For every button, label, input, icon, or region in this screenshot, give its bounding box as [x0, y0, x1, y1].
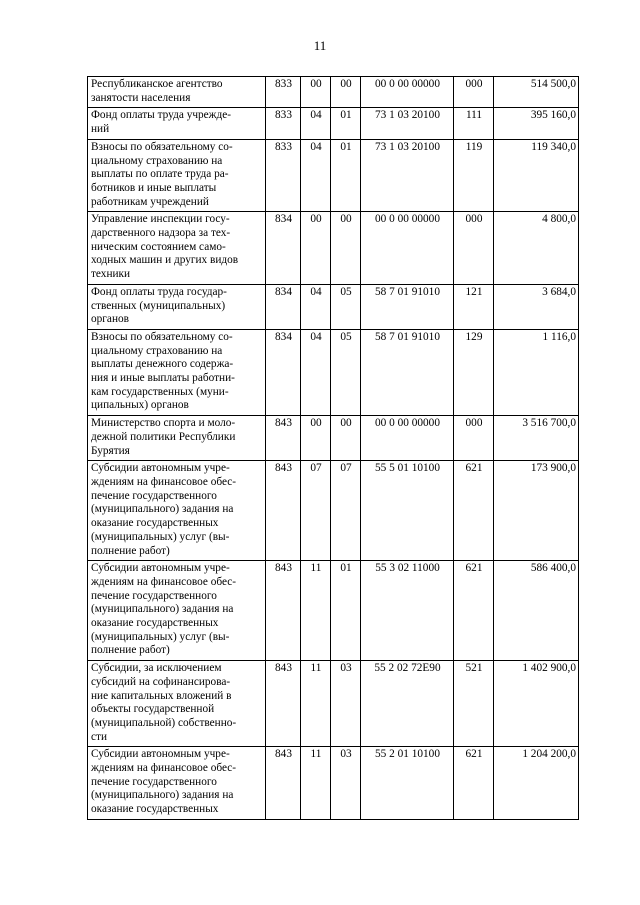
section-code-cell: 00	[301, 212, 331, 285]
target-article-cell: 73 1 03 20100	[361, 108, 454, 139]
section-code-cell: 11	[301, 661, 331, 747]
target-article-cell: 73 1 03 20100	[361, 139, 454, 212]
page-number: 11	[313, 38, 327, 53]
subsection-code-cell: 05	[331, 329, 361, 415]
expense-type-cell: 621	[454, 747, 494, 820]
subsection-code-cell: 03	[331, 661, 361, 747]
expense-type-cell: 521	[454, 661, 494, 747]
target-article-cell: 58 7 01 91010	[361, 284, 454, 329]
subsection-code-cell: 05	[331, 284, 361, 329]
item-name-line: кам государственных (муни-	[91, 385, 229, 398]
department-code-cell: 833	[266, 139, 301, 212]
expense-type-cell: 129	[454, 329, 494, 415]
target-article-cell: 00 0 00 00000	[361, 416, 454, 461]
item-name-line: (муниципальных) услуг (вы-	[91, 530, 230, 543]
item-name-line: оказание государственных	[91, 517, 219, 530]
expense-type-cell: 000	[454, 416, 494, 461]
item-name-line: (муниципальной) собственно-	[91, 716, 237, 729]
item-name-line: ходных машин и других видов	[91, 254, 239, 267]
section-code-cell: 11	[301, 747, 331, 820]
item-name-line: работникам учреждений	[91, 195, 209, 208]
expense-type-cell: 119	[454, 139, 494, 212]
item-name-cell	[88, 77, 266, 108]
table-row	[88, 77, 579, 108]
expense-type-cell: 000	[454, 77, 494, 108]
amount-cell: 4 800,0	[494, 212, 579, 285]
item-name-line: ническим состоянием само-	[91, 240, 226, 253]
target-article-cell: 00 0 00 00000	[361, 77, 454, 108]
item-name-cell	[88, 329, 266, 415]
item-name-line: полнение работ)	[91, 644, 170, 657]
item-name-line: Управление инспекции госу-	[91, 213, 230, 226]
budget-table-body	[88, 77, 579, 820]
amount-cell: 119 340,0	[494, 139, 579, 212]
target-article-cell: 55 2 02 72Е90	[361, 661, 454, 747]
subsection-code-cell: 00	[331, 212, 361, 285]
item-name-line: ципальных) органов	[91, 399, 189, 412]
item-name-cell	[88, 416, 266, 461]
subsection-code-cell: 01	[331, 108, 361, 139]
amount-cell: 1 204 200,0	[494, 747, 579, 820]
table-row	[88, 329, 579, 415]
item-name-line: ждениям на финансовое обес-	[91, 475, 237, 488]
section-code-cell: 04	[301, 329, 331, 415]
subsection-code-cell: 00	[331, 77, 361, 108]
item-name-line: Министерство спорта и моло-	[91, 417, 236, 430]
item-name-line: ждениям на финансовое обес-	[91, 575, 237, 588]
table-row	[88, 661, 579, 747]
section-code-cell: 11	[301, 561, 331, 661]
item-name-cell	[88, 212, 266, 285]
item-name-line: полнение работ)	[91, 544, 170, 557]
amount-cell: 3 684,0	[494, 284, 579, 329]
item-name-line: объекты государственной	[91, 703, 215, 716]
amount-cell: 395 160,0	[494, 108, 579, 139]
item-name-line: Взносы по обязательному со-	[91, 140, 233, 153]
item-name-line: (муниципального) задания на	[91, 603, 234, 616]
amount-cell: 1 116,0	[494, 329, 579, 415]
table-row	[88, 284, 579, 329]
subsection-code-cell: 00	[331, 416, 361, 461]
item-name-line: циальному страхованию на	[91, 344, 223, 357]
table-row	[88, 212, 579, 285]
item-name-cell	[88, 139, 266, 212]
amount-cell: 173 900,0	[494, 461, 579, 561]
amount-cell: 3 516 700,0	[494, 416, 579, 461]
department-code-cell: 834	[266, 284, 301, 329]
item-name-line: органов	[91, 313, 129, 326]
expense-type-cell: 121	[454, 284, 494, 329]
amount-cell: 586 400,0	[494, 561, 579, 661]
department-code-cell: 843	[266, 461, 301, 561]
table-row	[88, 108, 579, 139]
section-code-cell: 00	[301, 416, 331, 461]
item-name-line: ственных (муниципальных)	[91, 299, 226, 312]
item-name-line: печение государственного	[91, 775, 217, 788]
table-row	[88, 561, 579, 661]
item-name-line: Субсидии автономным учре-	[91, 748, 230, 761]
department-code-cell: 833	[266, 108, 301, 139]
department-code-cell: 834	[266, 329, 301, 415]
item-name-line: занятости населения	[91, 91, 191, 104]
item-name-line: Республиканское агентство	[91, 78, 223, 90]
item-name-line: (муниципальных) услуг (вы-	[91, 630, 230, 643]
section-code-cell: 04	[301, 139, 331, 212]
item-name-line: оказание государственных	[91, 617, 219, 630]
expense-type-cell: 621	[454, 561, 494, 661]
item-name-line: ботников и иные выплаты	[91, 181, 217, 194]
expense-type-cell: 111	[454, 108, 494, 139]
item-name-line: Субсидии автономным учре-	[91, 462, 230, 475]
table-row	[88, 139, 579, 212]
target-article-cell: 55 2 01 10100	[361, 747, 454, 820]
subsection-code-cell: 01	[331, 561, 361, 661]
subsection-code-cell: 01	[331, 139, 361, 212]
target-article-cell: 58 7 01 91010	[361, 329, 454, 415]
item-name-cell	[88, 747, 266, 820]
item-name-line: ний	[91, 123, 110, 136]
item-name-line: субсидий на софинансирова-	[91, 675, 231, 688]
item-name-line: циальному страхованию на	[91, 154, 223, 167]
section-code-cell: 04	[301, 108, 331, 139]
item-name-line: Бурятия	[91, 444, 130, 457]
item-name-line: Субсидии автономным учре-	[91, 562, 230, 575]
item-name-line: техники	[91, 268, 131, 281]
item-name-cell	[88, 661, 266, 747]
amount-cell: 1 402 900,0	[494, 661, 579, 747]
table-row	[88, 416, 579, 461]
expense-type-cell: 000	[454, 212, 494, 285]
target-article-cell: 55 5 01 10100	[361, 461, 454, 561]
item-name-cell	[88, 284, 266, 329]
item-name-line: (муниципального) задания на	[91, 789, 234, 802]
department-code-cell: 843	[266, 747, 301, 820]
department-code-cell: 843	[266, 661, 301, 747]
item-name-line: ждениям на финансовое обес-	[91, 762, 237, 775]
item-name-line: дарственного надзора за тех-	[91, 227, 231, 240]
department-code-cell: 834	[266, 212, 301, 285]
item-name-line: Взносы по обязательному со-	[91, 330, 233, 343]
subsection-code-cell: 03	[331, 747, 361, 820]
table-row	[88, 461, 579, 561]
section-code-cell: 04	[301, 284, 331, 329]
item-name-line: ние капитальных вложений в	[91, 689, 232, 702]
item-name-line: печение государственного	[91, 489, 217, 502]
section-code-cell: 00	[301, 77, 331, 108]
item-name-line: выплаты по оплате труда ра-	[91, 168, 229, 181]
item-name-line: выплаты денежного содержа-	[91, 358, 234, 371]
target-article-cell: 55 3 02 11000	[361, 561, 454, 661]
item-name-line: дежной политики Республики	[91, 430, 236, 443]
item-name-line: печение государственного	[91, 589, 217, 602]
expense-type-cell: 621	[454, 461, 494, 561]
item-name-line: (муниципального) задания на	[91, 503, 234, 516]
department-code-cell: 843	[266, 416, 301, 461]
target-article-cell: 00 0 00 00000	[361, 212, 454, 285]
item-name-line: ния и иные выплаты работни-	[91, 372, 235, 385]
amount-cell: 514 500,0	[494, 77, 579, 108]
subsection-code-cell: 07	[331, 461, 361, 561]
department-code-cell: 843	[266, 561, 301, 661]
item-name-cell	[88, 561, 266, 661]
item-name-line: Фонд оплаты труда учрежде-	[91, 109, 232, 122]
item-name-line: сти	[91, 730, 107, 743]
item-name-line: Субсидии, за исключением	[91, 662, 222, 675]
item-name-line: оказание государственных	[91, 803, 219, 816]
table-row	[88, 747, 579, 820]
item-name-cell	[88, 461, 266, 561]
section-code-cell: 07	[301, 461, 331, 561]
item-name-cell	[88, 108, 266, 139]
budget-table	[87, 76, 579, 820]
department-code-cell: 833	[266, 77, 301, 108]
item-name-line: Фонд оплаты труда государ-	[91, 285, 227, 298]
